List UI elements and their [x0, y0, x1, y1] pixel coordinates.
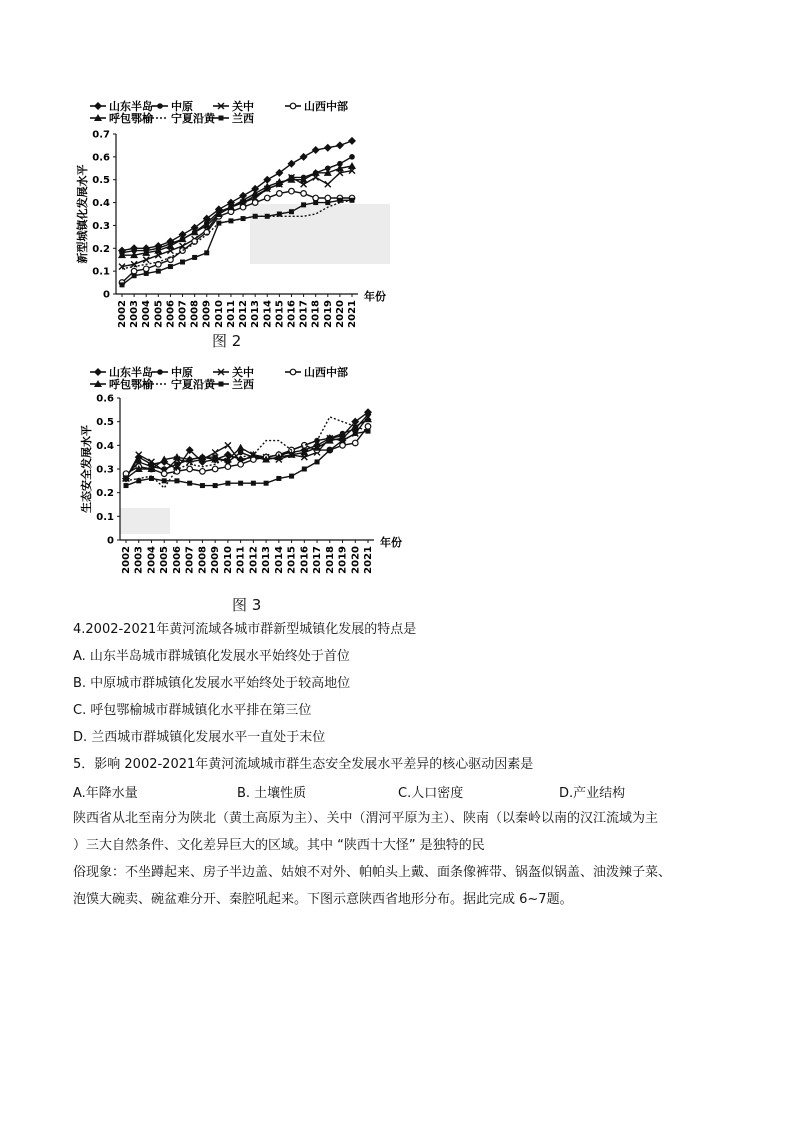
data-point	[312, 146, 320, 154]
y-tick-label: 0.3	[96, 464, 114, 476]
legend-marker	[157, 369, 163, 375]
x-tick-label: 2020	[350, 546, 362, 574]
x-tick-label: 2011	[225, 300, 237, 328]
data-point	[187, 466, 193, 472]
data-point	[180, 248, 186, 254]
data-point	[277, 212, 282, 217]
y-tick-label: 0.7	[92, 129, 110, 141]
data-point	[143, 257, 149, 263]
question-5-option-b: B. 土壤性质	[237, 786, 307, 801]
x-tick-label: 2014	[273, 546, 285, 574]
data-point	[238, 481, 243, 486]
x-tick-label: 2005	[159, 546, 171, 574]
question-5-option-a: A.年降水量	[73, 786, 138, 801]
x-tick-label: 2009	[201, 300, 213, 328]
data-point	[136, 478, 141, 483]
x-tick-label: 2013	[261, 546, 273, 574]
data-point	[144, 271, 149, 276]
data-point	[240, 204, 246, 210]
data-point	[353, 431, 358, 436]
x-tick-label: 2004	[146, 546, 158, 574]
data-point	[216, 221, 221, 226]
x-tick-label: 2002	[121, 546, 132, 574]
legend	[90, 365, 348, 391]
data-point	[348, 162, 356, 169]
y-tick-label: 0.3	[92, 220, 110, 232]
data-point	[237, 444, 245, 451]
data-point	[289, 188, 295, 194]
data-point	[325, 200, 330, 205]
data-point	[156, 269, 161, 274]
x-tick-label: 2016	[299, 546, 311, 574]
data-point	[162, 478, 167, 483]
y-tick-label: 0.1	[92, 266, 110, 278]
x-tick-label: 2015	[274, 300, 286, 328]
data-point	[225, 481, 230, 486]
y-tick-label: 0	[103, 289, 110, 301]
data-point	[251, 481, 256, 486]
data-point	[238, 461, 244, 467]
data-point	[192, 255, 197, 260]
legend	[90, 99, 348, 125]
paragraph-line-4: 泡馍大碗卖、碗盆难分开、秦腔吼起来。下图示意陕西省地形分布。据此完成 6~7题。	[73, 892, 573, 907]
data-point	[225, 442, 231, 448]
legend-label: 关中	[232, 100, 254, 113]
x-tick-label: 2013	[250, 300, 262, 328]
data-point	[336, 141, 344, 149]
x-tick-label: 2012	[248, 546, 260, 574]
y-axis-label: 新型城镇化发展水平	[76, 164, 89, 264]
data-point	[313, 195, 319, 201]
x-tick-label: 2004	[141, 300, 153, 328]
series-line	[126, 415, 368, 477]
data-point	[277, 191, 283, 197]
figure-2-chart	[70, 92, 400, 328]
x-tick-label: 2008	[197, 546, 209, 574]
data-point	[264, 481, 269, 486]
data-point	[301, 191, 307, 197]
data-point	[315, 459, 320, 464]
data-point	[324, 144, 332, 152]
x-tick-label: 2017	[298, 300, 310, 328]
question-5-option-d: D.产业结构	[559, 786, 626, 801]
x-tick-label: 2007	[184, 546, 196, 574]
x-tick-label: 2018	[310, 300, 322, 328]
x-tick-label: 2008	[189, 300, 201, 328]
data-point	[300, 153, 308, 161]
x-tick-label: 2019	[322, 300, 334, 328]
x-axis-label: 年份	[364, 290, 386, 303]
question-4-option-d: D. 兰西城市群城镇化发展水平一直处于末位	[73, 730, 326, 745]
x-tick-label: 2009	[210, 546, 222, 574]
data-point	[276, 476, 281, 481]
data-point	[301, 202, 306, 207]
legend-marker	[219, 116, 224, 121]
question-5-option-c: C.人口密度	[398, 786, 464, 801]
data-point	[187, 481, 192, 486]
data-point	[366, 429, 371, 434]
x-tick-label: 2003	[133, 546, 145, 574]
y-tick-label: 0.6	[92, 152, 110, 164]
figure-3-chart	[70, 358, 410, 586]
legend-label: 呼包鄂榆	[109, 378, 153, 391]
question-4-stem: 4.2002-2021年黄河流域各城市群新型城镇化发展的特点是	[73, 622, 417, 637]
y-tick-label: 0.5	[92, 175, 110, 187]
y-tick-label: 0	[107, 535, 114, 547]
question-4-option-c: C. 呼包鄂榆城市群城镇化水平排在第三位	[73, 703, 312, 718]
background-shade	[120, 508, 170, 534]
legend-label: 关中	[232, 366, 254, 379]
data-point	[149, 476, 154, 481]
legend-label: 宁夏沿黄	[171, 112, 215, 125]
legend-marker	[94, 102, 102, 110]
data-point	[348, 137, 356, 145]
x-tick-label: 2003	[129, 300, 141, 328]
x-tick-label: 2018	[324, 546, 336, 574]
x-tick-label: 2006	[165, 300, 177, 328]
legend-marker	[157, 103, 163, 109]
x-tick-label: 2007	[177, 300, 189, 328]
y-tick-label: 0.4	[96, 440, 114, 452]
data-point	[365, 424, 371, 430]
y-tick-label: 0.1	[96, 511, 114, 523]
data-point	[349, 154, 355, 160]
legend-label: 山西中部	[304, 100, 348, 113]
x-tick-label: 2020	[334, 300, 346, 328]
x-tick-label: 2016	[286, 300, 298, 328]
y-tick-label: 0.6	[96, 393, 114, 405]
data-point	[241, 216, 246, 221]
legend-marker	[94, 368, 102, 376]
data-point	[225, 464, 231, 470]
legend-label: 山西中部	[304, 366, 348, 379]
data-point	[161, 471, 167, 477]
data-point	[124, 483, 129, 488]
x-tick-label: 2005	[153, 300, 165, 328]
data-point	[313, 200, 318, 205]
x-tick-label: 2010	[222, 546, 234, 574]
data-point	[340, 438, 345, 443]
data-point	[212, 466, 218, 472]
x-tick-label: 2015	[286, 546, 298, 574]
legend-marker	[290, 369, 296, 375]
data-point	[253, 214, 258, 219]
data-point	[204, 250, 209, 255]
legend-label: 宁夏沿黄	[171, 378, 215, 391]
data-point	[132, 273, 137, 278]
legend-label: 兰西	[232, 112, 254, 125]
x-tick-label: 2017	[312, 546, 324, 574]
data-point	[337, 198, 342, 203]
data-point	[327, 448, 332, 453]
paragraph-line-1: 陕西省从北至南分为陕北（黄土高原为主）、关中（渭河平原为主）、陕南（以秦岭以南的汉江流域为主	[73, 811, 659, 826]
y-tick-label: 0.4	[92, 198, 110, 210]
data-point	[200, 483, 205, 488]
data-point	[289, 474, 294, 479]
legend-marker	[219, 382, 224, 387]
figure-2-caption: 图 2	[212, 332, 242, 350]
data-point	[143, 266, 149, 272]
legend-label: 兰西	[232, 378, 254, 391]
y-axis-label: 生态安全发展水平	[80, 425, 93, 513]
background-shade	[250, 204, 390, 264]
x-tick-label: 2010	[213, 300, 225, 328]
x-tick-label: 2006	[171, 546, 183, 574]
data-point	[352, 440, 358, 446]
data-point	[174, 478, 179, 483]
data-point	[168, 264, 173, 269]
data-point	[289, 209, 294, 214]
question-4-option-b: B. 中原城市群城镇化发展水平始终处于较高地位	[73, 676, 351, 691]
x-tick-label: 2011	[235, 546, 247, 574]
data-point	[264, 195, 270, 201]
data-point	[350, 198, 355, 203]
data-point	[325, 181, 331, 187]
paragraph-line-3: 俗现象：不坐蹲起来、房子半边盖、姑娘不对外、帕帕头上戴、面条像裤带、锅盔似锅盖、油泼辣子菜、	[73, 865, 672, 880]
data-point	[325, 195, 331, 201]
legend-marker	[290, 103, 296, 109]
paragraph-line-2: ）三大自然条件、文化差异巨大的区域。其中 “陕西十大怪” 是独特的民	[73, 838, 485, 853]
data-point	[265, 214, 270, 219]
legend-label: 山东半岛	[109, 100, 153, 113]
data-point	[200, 469, 206, 475]
data-point	[131, 268, 137, 274]
x-tick-label: 2014	[262, 300, 274, 328]
data-point	[340, 443, 346, 449]
question-5-stem: 5．影响 2002-2021年黄河流域城市群生态安全发展水平差异的核心驱动因素是	[73, 757, 534, 772]
x-tick-label: 2019	[337, 546, 349, 574]
legend-label: 呼包鄂榆	[109, 112, 153, 125]
data-point	[120, 282, 125, 287]
data-point	[228, 218, 233, 223]
legend-label: 中原	[171, 100, 193, 113]
legend-label: 山东半岛	[109, 366, 153, 379]
legend-label: 中原	[171, 366, 193, 379]
data-point	[252, 200, 258, 206]
x-tick-label: 2021	[363, 546, 374, 574]
ecological-security-line-chart	[70, 358, 410, 586]
x-tick-label: 2002	[117, 300, 128, 328]
x-tick-label: 2012	[238, 300, 250, 328]
question-4-option-a: A. 山东半岛城市群城镇化发展水平始终处于首位	[73, 649, 350, 664]
x-axis-label: 年份	[380, 536, 402, 549]
urbanization-line-chart	[70, 92, 400, 328]
data-point	[302, 467, 307, 472]
data-point	[213, 483, 218, 488]
y-tick-label: 0.2	[96, 488, 114, 500]
figure-3-caption: 图 3	[232, 596, 262, 614]
data-point	[180, 260, 185, 265]
y-tick-label: 0.2	[92, 243, 110, 255]
y-tick-label: 0.5	[96, 417, 114, 429]
x-tick-label: 2021	[347, 300, 358, 328]
